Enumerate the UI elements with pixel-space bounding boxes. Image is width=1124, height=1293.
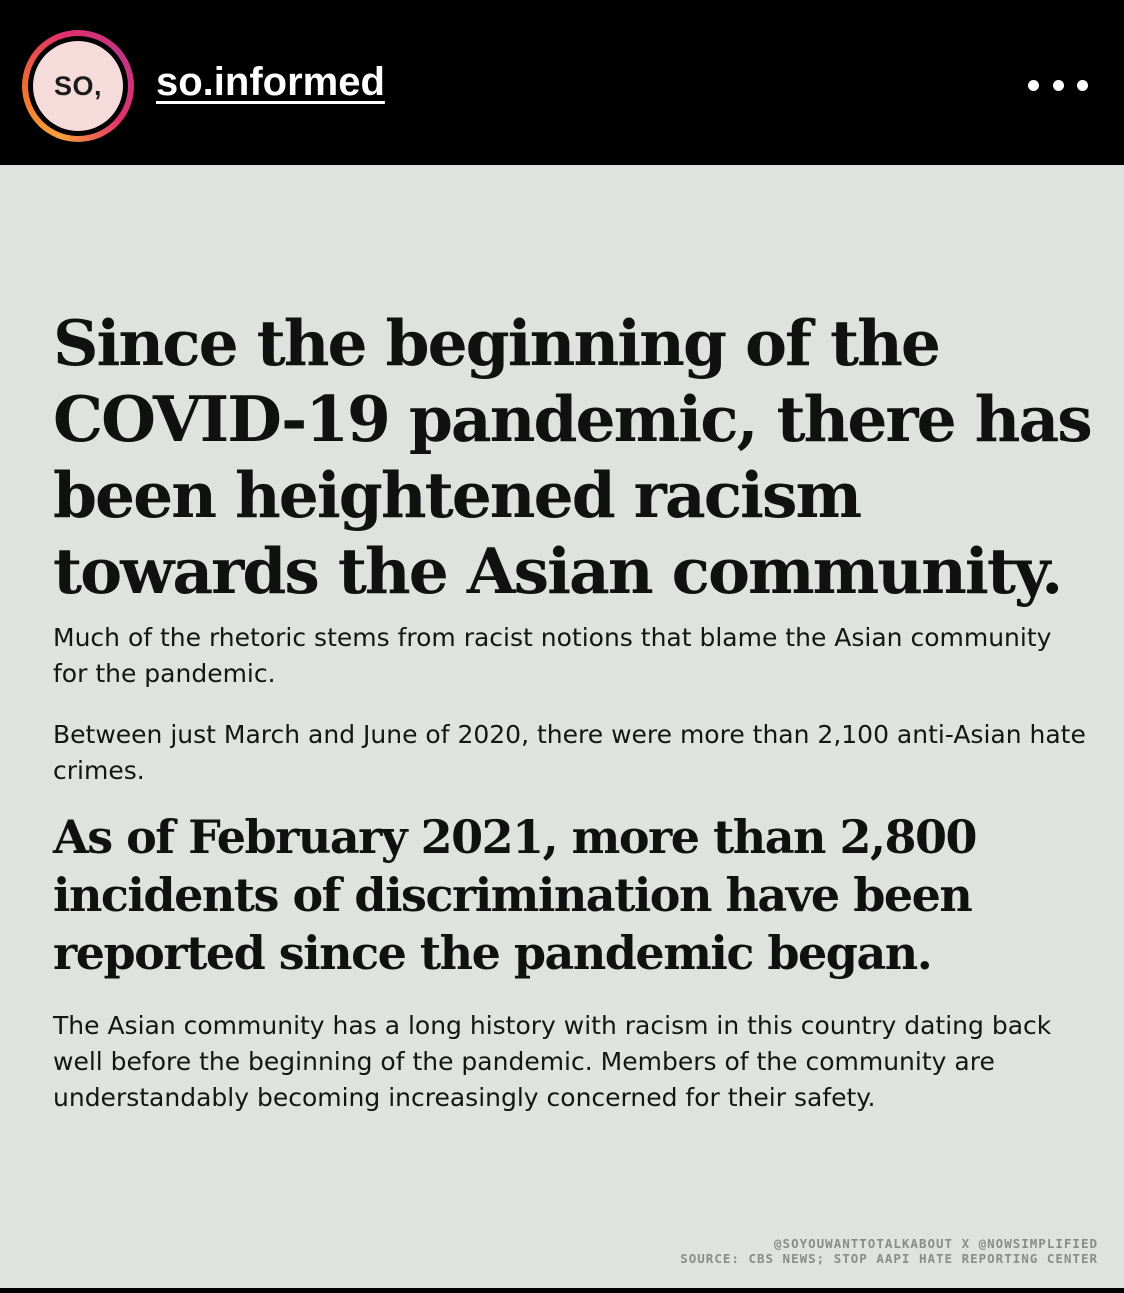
dot	[1053, 80, 1064, 91]
paragraph-rhetoric: Much of the rhetoric stems from racist notions that blame the Asian community for the pandemic.	[53, 623, 1052, 688]
dot	[1077, 80, 1088, 91]
paragraph-hate-crimes: Between just March and June of 2020, there were more than 2,100 anti-Asian hate crimes.	[53, 720, 1086, 785]
dot	[1028, 80, 1039, 91]
more-options-icon[interactable]	[1028, 70, 1088, 100]
avatar[interactable]	[33, 41, 123, 131]
credit-line: @SOYOUWANTTOTALKABOUT X @NOWSIMPLIFIED	[774, 1236, 1098, 1251]
headline-secondary: As of February 2021, more than 2,800 incidents of discrimination have been reported since the pandemic began.	[53, 810, 977, 980]
username-link[interactable]: so.informed	[156, 60, 385, 104]
avatar-gap	[28, 36, 128, 136]
divider	[0, 1288, 1124, 1293]
post-image[interactable]	[0, 165, 1124, 1288]
paragraph-history: The Asian community has a long history with racism in this country dating back well before the beginning of the pandemic. Members of the community are understandably becoming increasingly concerned for their safety.	[53, 1011, 1052, 1112]
headline-primary: Since the beginning of the COVID-19 pandemic, there has been heightened racism towards the Asian community.	[53, 306, 1091, 608]
avatar-text: SO,	[53, 70, 102, 101]
story-ring[interactable]	[22, 30, 134, 142]
post-header	[0, 0, 1124, 165]
source-line: SOURCE: CBS NEWS; STOP AAPI HATE REPORTING CENTER	[680, 1251, 1098, 1266]
credits	[680, 1236, 1098, 1266]
